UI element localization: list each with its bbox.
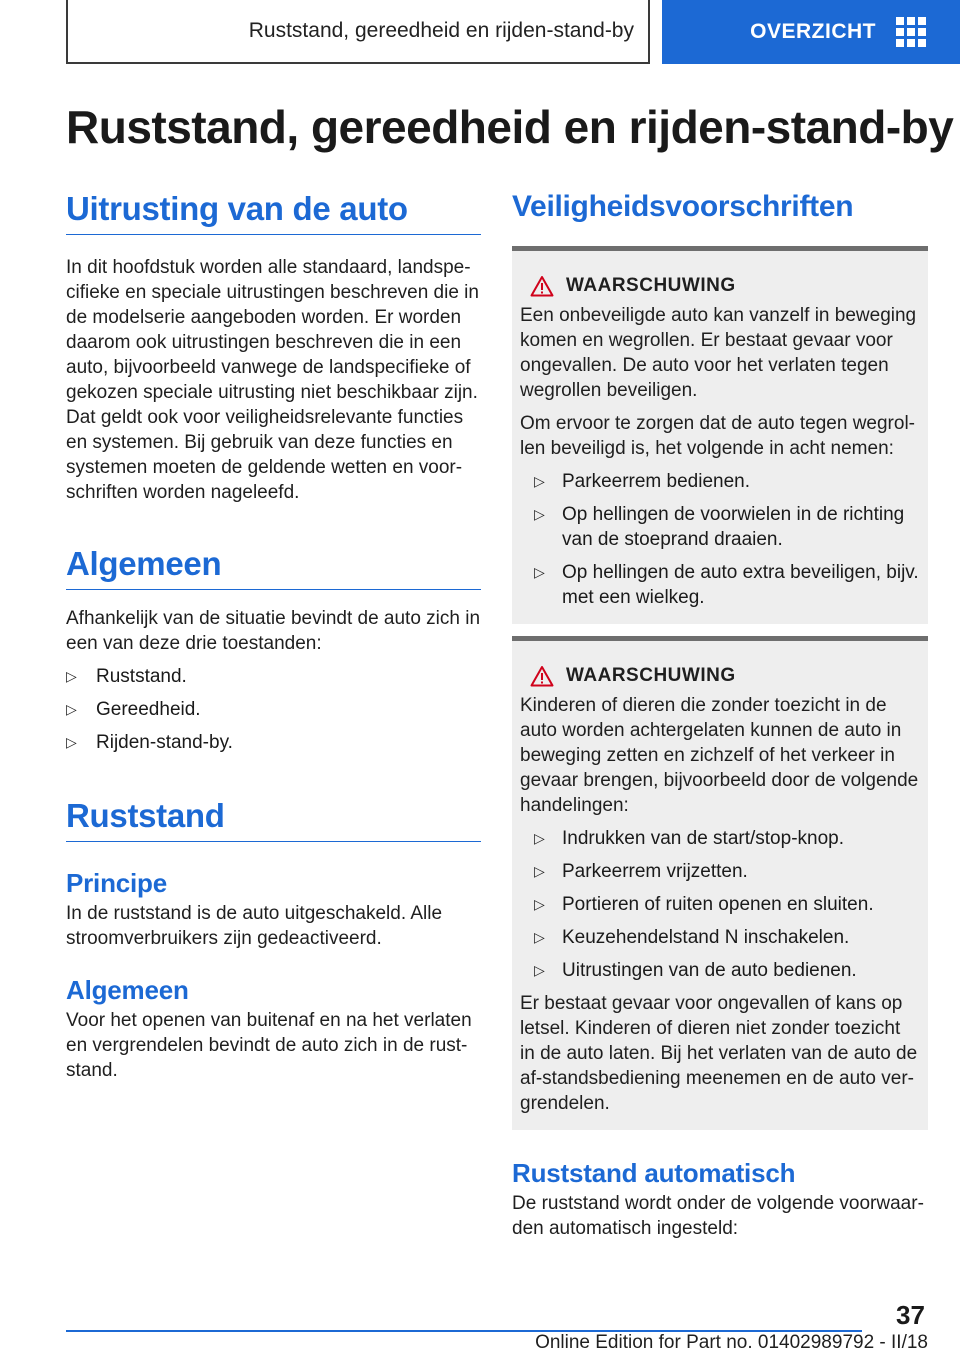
triangle-bullet-icon: ▷: [534, 830, 545, 846]
list-item: ▷ Portieren of ruiten openen en sluiten.: [534, 894, 874, 915]
principe-body: In de ruststand is de auto uitgeschakeld. Alle stroomverbruikers zijn gedeactiveerd.: [66, 903, 443, 949]
triangle-bullet-icon: ▷: [534, 473, 545, 489]
equipment-heading: Uitrusting van de auto: [66, 190, 481, 235]
list-item: ▷ Rijden-stand-by.: [66, 732, 233, 753]
header-section-title: Ruststand, gereedheid en rijden-stand-by: [248, 19, 634, 42]
triangle-bullet-icon: ▷: [66, 734, 77, 750]
page-title: Ruststand, gereedheid en rijden-stand-by: [66, 101, 954, 153]
warning-box-rolling: [512, 246, 928, 624]
list-item: ▷ Gereedheid.: [66, 699, 201, 720]
states-list: [66, 664, 481, 755]
triangle-bullet-icon: ▷: [534, 896, 545, 912]
list-item: ▷ Op hellingen de auto extra beveiligen, bijv. met een wielkeg.: [534, 562, 919, 608]
algemeen-body: Voor het openen van buitenaf en na het verlaten en vergrendelen bevindt de auto zich in de rust-stand.: [66, 1010, 472, 1081]
warning-text: Een onbeveiligde auto kan vanzelf in beweging komen en wegrollen. Er bestaat gevaar voor ongevallen. De auto voor het verlaten tegen wegrollen beveiligen.: [520, 305, 917, 401]
overview-nav-label: OVERZICHT: [750, 20, 876, 43]
grid-icon: [896, 17, 926, 47]
list-item: ▷ Uitrustingen van de auto bedienen.: [534, 960, 857, 981]
warning-text: Er bestaat gevaar voor ongevallen of kans op letsel. Kinderen of dieren niet zonder toezicht in de auto laten. Bij het verlaten van de auto de af-standsbediening meenemen en de auto ver-grendelen.: [520, 993, 918, 1114]
warning-text: Kinderen of dieren die zonder toezicht in de auto worden achtergelaten kunnen de auto in beweging zetten en zichzelf of het verkeer in gevaar brengen, bijvoorbeeld door de volgende handelingen:: [520, 695, 919, 816]
warning-list: [520, 469, 920, 610]
warning-header: [530, 275, 920, 297]
triangle-bullet-icon: ▷: [66, 701, 77, 717]
auto-ruststand-body: De ruststand wordt onder de volgende voorwaar-den automatisch ingesteld:: [512, 1193, 924, 1239]
list-item: ▷ Keuzehendelstand N inschakelen.: [534, 927, 850, 948]
algemeen-subheading: Algemeen: [66, 975, 189, 1005]
header-section-box: [66, 0, 650, 64]
safety-heading: Veiligheidsvoorschriften: [512, 190, 854, 223]
warning-text: Om ervoor te zorgen dat de auto tegen wegrol-len beveiligd is, het volgende in acht nemen:: [520, 413, 916, 459]
equipment-body: In dit hoofdstuk worden alle standaard, landspe-cifieke en speciale uitrustingen beschreven die in de modelserie aangeboden worden. Er worden daarom ook uitrustingen beschreven die in een auto, bijvoorbeeld vanwege de landspecifieke of gekozen speciale uitrusting niet beschikbaar zijn. Dat geldt ook voor veiligheidsrelevante functies en systemen. Bij gebruik van deze functies en systemen moeten de geldende wetten en voor-schriften worden nageleefd.: [66, 257, 479, 503]
warning-list: [520, 826, 920, 983]
page-number: 37: [896, 1300, 925, 1330]
general-body: Afhankelijk van de situatie bevindt de auto zich in een van deze drie toestanden:: [66, 608, 481, 654]
triangle-bullet-icon: ▷: [66, 668, 77, 684]
list-item: ▷ Parkeerrem bedienen.: [534, 471, 750, 492]
list-item: ▷ Parkeerrem vrijzetten.: [534, 861, 748, 882]
right-column: [512, 190, 928, 1241]
triangle-bullet-icon: ▷: [534, 962, 545, 978]
warning-triangle-icon: [530, 665, 554, 687]
warning-box-children: [512, 636, 928, 1130]
triangle-bullet-icon: ▷: [534, 929, 545, 945]
footer-edition-text: Online Edition for Part no. 01402989792 - II/18: [535, 1332, 928, 1353]
triangle-bullet-icon: ▷: [534, 863, 545, 879]
warning-label: WAARSCHUWING: [566, 665, 736, 686]
ruststand-heading: Ruststand: [66, 797, 481, 842]
auto-ruststand-heading: Ruststand automatisch: [512, 1158, 796, 1188]
warning-label: WAARSCHUWING: [566, 275, 736, 296]
list-item: ▷ Indrukken van de start/stop-knop.: [534, 828, 844, 849]
overview-nav-button[interactable]: [662, 0, 960, 64]
left-column: [66, 190, 481, 1083]
warning-triangle-icon: [530, 275, 554, 297]
list-item: ▷ Ruststand.: [66, 666, 187, 687]
principe-heading: Principe: [66, 868, 167, 898]
list-item: ▷ Op hellingen de voorwielen in de richting van de stoeprand draaien.: [534, 504, 905, 550]
triangle-bullet-icon: ▷: [534, 506, 545, 522]
triangle-bullet-icon: ▷: [534, 564, 545, 580]
general-heading: Algemeen: [66, 545, 481, 590]
warning-header: [530, 665, 920, 687]
